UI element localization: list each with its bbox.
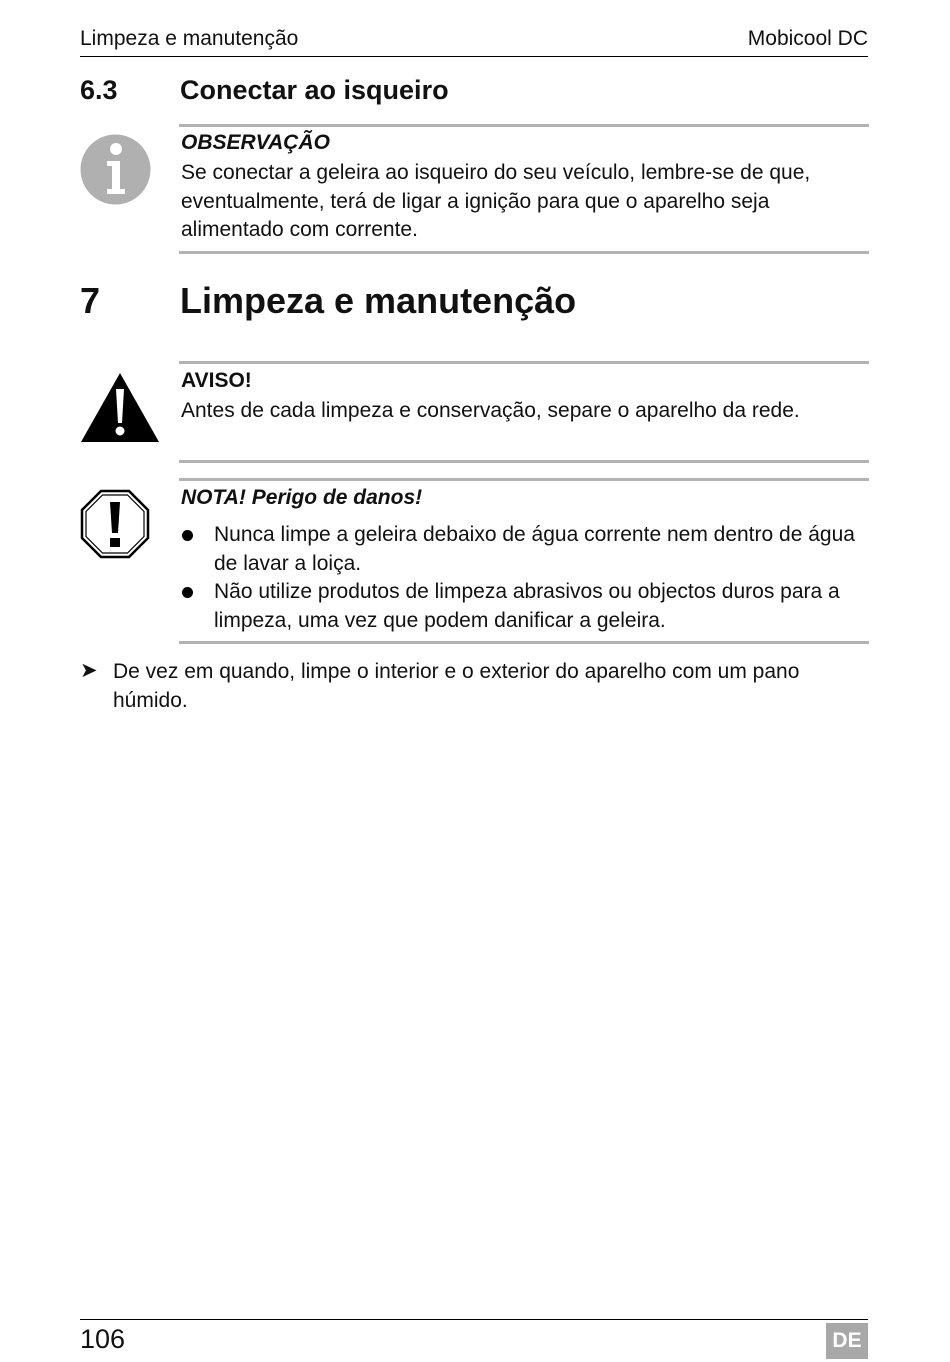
note-top-rule (179, 124, 869, 127)
section-6-3-title: Conectar ao isqueiro (180, 75, 449, 105)
instruction-step: De vez em quando, limpe o interior e o exterior do aparelho com um pano húmido. (113, 660, 800, 712)
list-item (181, 578, 871, 635)
warning-text: Antes de cada limpeza e conservação, separe o aparelho da rede. (181, 399, 800, 422)
caution-title: NOTA! Perigo de danos! (181, 486, 423, 509)
warning-title: AVISO! (181, 369, 252, 392)
running-header-left: Limpeza e manutenção (80, 27, 299, 50)
bullet-icon (182, 530, 193, 541)
warning-triangle-icon (80, 372, 160, 443)
header-divider (80, 56, 868, 57)
list-item (181, 521, 871, 578)
footer-divider (80, 1319, 868, 1320)
info-icon (80, 134, 151, 205)
note-title: OBSERVAÇÃO (181, 131, 330, 154)
arrow-icon: ➤ (80, 659, 98, 682)
page-number: 106 (80, 1324, 126, 1354)
caution-bottom-rule (179, 641, 869, 644)
note-bottom-rule (179, 251, 869, 254)
caution-bullet-list (181, 521, 871, 635)
language-badge: DE (826, 1323, 868, 1359)
caution-top-rule (179, 478, 869, 481)
list-item-text: Nunca limpe a geleira debaixo de água corrente nem dentro de água de lavar a loiça. (214, 523, 855, 575)
damage-octagon-icon (80, 489, 150, 559)
chapter-7-title: Limpeza e manutenção (180, 280, 577, 321)
warning-bottom-rule (179, 460, 869, 463)
bullet-icon (182, 587, 193, 598)
warning-top-rule (179, 361, 869, 364)
note-text: Se conectar a geleira ao isqueiro do seu veículo, lembre-se de que, eventualmente, terá de ligar a ignição para que o aparelho seja alimentado com corrente. (181, 161, 811, 241)
section-6-3-number: 6.3 (80, 75, 118, 105)
running-header-right: Mobicool DC (747, 27, 868, 50)
list-item-text: Não utilize produtos de limpeza abrasivos ou objectos duros para a limpeza, uma vez que podem danificar a geleira. (214, 580, 840, 632)
chapter-7-number: 7 (80, 280, 101, 321)
